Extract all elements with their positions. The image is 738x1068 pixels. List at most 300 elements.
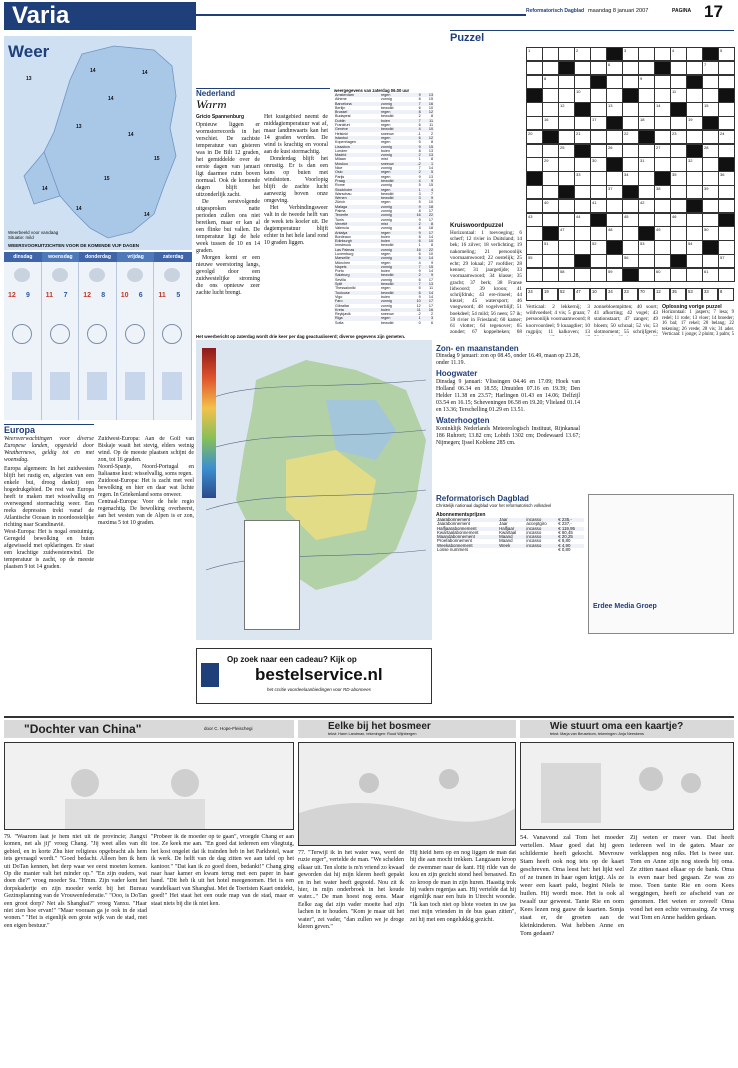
crossword-cell[interactable] bbox=[574, 75, 591, 89]
crossword-cell[interactable] bbox=[558, 240, 575, 254]
colofon-title: Reformatorisch Dagblad bbox=[436, 494, 529, 503]
crossword-cell[interactable] bbox=[654, 254, 671, 268]
colofon-col bbox=[436, 494, 584, 634]
crossword-cell[interactable] bbox=[702, 199, 719, 213]
table-cell: Tunis bbox=[335, 217, 344, 222]
crossword-black-cell bbox=[590, 75, 607, 89]
map-temp: 14 bbox=[144, 212, 150, 218]
answer-cell[interactable]: 12 bbox=[654, 288, 670, 301]
table-cell: 8 bbox=[418, 234, 421, 239]
crossword-cell[interactable] bbox=[590, 88, 607, 102]
crossword-cell[interactable]: 37 bbox=[606, 185, 623, 199]
crossword-cell[interactable] bbox=[558, 47, 575, 61]
table-cell: 8 bbox=[430, 140, 433, 145]
crossword-cell[interactable] bbox=[558, 88, 575, 102]
table-cell: zonnig bbox=[380, 256, 410, 260]
table-cell: 4 bbox=[409, 179, 421, 183]
crossword-cell[interactable] bbox=[558, 130, 575, 144]
crossword-cell[interactable] bbox=[702, 213, 719, 227]
crossword-cell[interactable] bbox=[686, 102, 703, 116]
table-cell: 10 bbox=[422, 127, 434, 131]
crossword-cell[interactable] bbox=[590, 254, 607, 268]
crossword-cell[interactable]: 12 bbox=[558, 102, 575, 116]
forecast-min: 9 bbox=[26, 292, 30, 299]
crossword-cell[interactable] bbox=[638, 171, 655, 185]
crossword-cell[interactable]: 4 bbox=[670, 47, 687, 61]
crossword-cell[interactable] bbox=[606, 171, 623, 185]
crossword-cell[interactable]: 31 bbox=[638, 157, 655, 171]
crossword-cell[interactable] bbox=[654, 116, 671, 130]
table-cell: 5 bbox=[418, 200, 421, 205]
table-cell: zonnig bbox=[380, 166, 392, 171]
crossword-cell[interactable] bbox=[542, 185, 559, 199]
crossword-black-cell bbox=[558, 185, 575, 199]
table-cell: 17 bbox=[422, 231, 434, 235]
crossword-cell[interactable]: 46 bbox=[670, 213, 687, 227]
crossword-cell[interactable] bbox=[638, 254, 655, 268]
crossword-cell[interactable] bbox=[654, 213, 671, 227]
crossword-cell[interactable]: 53 bbox=[638, 240, 655, 254]
crossword-cell[interactable]: 38 bbox=[654, 185, 671, 199]
crossword-cell[interactable]: 20 bbox=[526, 130, 543, 144]
crossword-cell[interactable]: 43 bbox=[526, 213, 543, 227]
crossword-cell[interactable] bbox=[702, 157, 719, 171]
crossword-cell[interactable] bbox=[622, 116, 639, 130]
answer-cell[interactable]: 10 bbox=[590, 288, 606, 301]
crossword-cell[interactable]: 13 bbox=[606, 102, 623, 116]
crossword-cell[interactable]: 16 bbox=[542, 116, 559, 130]
crossword-cell[interactable]: 7 bbox=[702, 61, 719, 75]
answer-cell[interactable]: 35 bbox=[670, 288, 686, 301]
crossword-cell[interactable] bbox=[654, 240, 671, 254]
crossword-cell[interactable] bbox=[606, 88, 623, 102]
europa-col-1 bbox=[4, 424, 94, 670]
crossword-cell[interactable] bbox=[526, 240, 543, 254]
crossword-cell[interactable] bbox=[590, 226, 607, 240]
crossword-cell[interactable] bbox=[574, 199, 591, 213]
crossword-cell[interactable] bbox=[590, 185, 607, 199]
crossword-cell[interactable] bbox=[526, 199, 543, 213]
crossword-cell[interactable] bbox=[606, 213, 623, 227]
wind-icon bbox=[12, 324, 32, 344]
crossword-cell[interactable] bbox=[622, 157, 639, 171]
table-cell: buien bbox=[380, 148, 390, 153]
table-cell: 22 bbox=[422, 248, 434, 252]
crossword-cell[interactable] bbox=[718, 102, 735, 116]
crossword-cell[interactable]: 48 bbox=[606, 226, 623, 240]
crossword-cell[interactable]: 32 bbox=[686, 157, 703, 171]
header-date: maandag 8 januari 2007 bbox=[588, 8, 649, 14]
crossword-cell[interactable] bbox=[718, 185, 735, 199]
crossword-cell[interactable] bbox=[542, 102, 559, 116]
crossword-cell[interactable] bbox=[686, 213, 703, 227]
crossword-cell[interactable] bbox=[606, 254, 623, 268]
crossword-cell[interactable] bbox=[638, 61, 655, 75]
crossword-cell[interactable] bbox=[542, 171, 559, 185]
crossword-cell[interactable] bbox=[718, 61, 735, 75]
crossword-cell[interactable]: 5 bbox=[718, 47, 735, 61]
table-cell: regen bbox=[380, 110, 410, 114]
crossword-cell[interactable] bbox=[654, 157, 671, 171]
forecast-min: 5 bbox=[176, 292, 181, 299]
crossword-black-cell bbox=[702, 116, 719, 130]
crossword-cell[interactable]: 51 bbox=[542, 240, 559, 254]
crossword-cell[interactable]: 55 bbox=[526, 254, 543, 268]
price-cell: Maandabonnement bbox=[436, 535, 498, 539]
table-cell: 8 bbox=[430, 157, 433, 162]
answer-cell[interactable]: 53 bbox=[686, 288, 702, 301]
advert-url[interactable]: bestelservice.nl bbox=[255, 665, 383, 684]
crossword-cell[interactable]: 56 bbox=[622, 254, 639, 268]
crossword-cell[interactable]: 25 bbox=[558, 144, 575, 158]
crossword-cell[interactable] bbox=[558, 75, 575, 89]
crossword-black-cell bbox=[638, 226, 655, 240]
crossword-cell[interactable] bbox=[590, 144, 607, 158]
forecast-day-column bbox=[42, 262, 80, 420]
crossword-cell[interactable] bbox=[670, 144, 687, 158]
crossword-cell[interactable] bbox=[638, 185, 655, 199]
crossword-cell[interactable]: 33 bbox=[574, 171, 591, 185]
crossword-grid bbox=[526, 47, 734, 283]
crossword-cell[interactable] bbox=[542, 88, 559, 102]
table-cell: Nice bbox=[335, 166, 343, 171]
crossword-cell[interactable]: 52 bbox=[590, 240, 607, 254]
rain-icon bbox=[50, 372, 70, 400]
table-cell: 9 bbox=[409, 205, 421, 209]
crossword-cell[interactable] bbox=[686, 268, 703, 282]
crossword-black-cell bbox=[718, 88, 735, 102]
price-cell bbox=[498, 548, 525, 552]
crossword-cell[interactable] bbox=[670, 61, 687, 75]
crossword-cell[interactable]: 19 bbox=[686, 116, 703, 130]
strip2-col-2 bbox=[410, 850, 516, 1064]
crossword-cell[interactable] bbox=[574, 61, 591, 75]
table-cell: bewolkt bbox=[380, 191, 394, 196]
crossword-cell[interactable] bbox=[574, 240, 591, 254]
forecast-day-label: donderdag bbox=[79, 252, 117, 262]
crossword-cell[interactable] bbox=[574, 157, 591, 171]
table-cell: sneeuw bbox=[380, 131, 394, 136]
nederland-col-2 bbox=[264, 114, 328, 338]
crossword-cell[interactable] bbox=[702, 254, 719, 268]
table-cell: zonnig bbox=[380, 217, 392, 222]
crossword-cell[interactable]: 10 bbox=[574, 88, 591, 102]
crossword-cell[interactable]: 50 bbox=[702, 226, 719, 240]
crossword-cell[interactable]: 14 bbox=[654, 102, 671, 116]
answer-cell[interactable]: 8 bbox=[718, 288, 734, 301]
table-cell: 2 bbox=[409, 153, 421, 157]
crossword-cell[interactable]: 8 bbox=[542, 75, 559, 89]
table-cell: Antalya bbox=[334, 231, 380, 235]
crossword-cell[interactable] bbox=[654, 47, 671, 61]
crossword-cell[interactable]: 18 bbox=[638, 116, 655, 130]
advert-box[interactable] bbox=[196, 648, 432, 704]
crossword-cell[interactable]: 11 bbox=[670, 88, 687, 102]
table-cell: Bordeaux bbox=[335, 234, 351, 239]
crossword-cell[interactable] bbox=[574, 268, 591, 282]
crossword-cell[interactable]: 59 bbox=[606, 268, 623, 282]
crossword-cell[interactable]: 42 bbox=[638, 199, 655, 213]
crossword-cell[interactable]: 41 bbox=[590, 199, 607, 213]
crossword-cell[interactable] bbox=[670, 199, 687, 213]
crossword-cell[interactable]: 22 bbox=[622, 130, 639, 144]
table-cell: Faro bbox=[334, 299, 380, 303]
price-cell: € 119,95 bbox=[557, 527, 584, 531]
table-cell: 11 bbox=[429, 123, 433, 128]
table-cell: regen bbox=[380, 174, 391, 179]
table-cell: zonnig bbox=[380, 153, 410, 157]
crossword-cell[interactable] bbox=[558, 116, 575, 130]
crossword-cell[interactable] bbox=[526, 61, 543, 75]
crossword-cell[interactable] bbox=[574, 226, 591, 240]
crossword-cell[interactable]: 60 bbox=[654, 268, 671, 282]
crossword-cell[interactable] bbox=[670, 75, 687, 89]
crossword-cell[interactable] bbox=[526, 226, 543, 240]
table-cell: 1 bbox=[409, 316, 421, 320]
crossword-cell[interactable] bbox=[638, 213, 655, 227]
crossword-cell[interactable]: 45 bbox=[622, 213, 639, 227]
crossword-cell[interactable] bbox=[718, 199, 735, 213]
crossword-cell[interactable] bbox=[638, 102, 655, 116]
table-cell: Sofia bbox=[335, 320, 344, 325]
crossword-cell[interactable]: 58 bbox=[558, 268, 575, 282]
table-cell: Stockholm bbox=[334, 188, 380, 192]
crossword-cell[interactable]: 21 bbox=[574, 130, 591, 144]
crossword-cell[interactable]: 27 bbox=[654, 144, 671, 158]
crossword-cell[interactable] bbox=[686, 254, 703, 268]
forecast-max: 11 bbox=[45, 292, 53, 299]
answer-cell[interactable]: 33 bbox=[702, 288, 718, 301]
crossword-cell[interactable]: 40 bbox=[542, 199, 559, 213]
crossword-cell[interactable] bbox=[526, 102, 543, 116]
crossword-cell[interactable] bbox=[622, 240, 639, 254]
crossword-cell[interactable] bbox=[590, 130, 607, 144]
crossword-cell[interactable] bbox=[542, 144, 559, 158]
crossword-cell[interactable] bbox=[638, 88, 655, 102]
crossword-cell[interactable] bbox=[702, 75, 719, 89]
crossword-cell[interactable]: 44 bbox=[574, 213, 591, 227]
crossword-cell[interactable] bbox=[670, 116, 687, 130]
table-cell: Frankfurt bbox=[335, 123, 350, 128]
crossword-cell[interactable]: 57 bbox=[718, 254, 735, 268]
crossword-cell[interactable] bbox=[622, 144, 639, 158]
crossword-cell[interactable] bbox=[718, 75, 735, 89]
crossword-cell[interactable] bbox=[590, 171, 607, 185]
crossword-cell[interactable]: 28 bbox=[702, 144, 719, 158]
answer-cell[interactable]: 34 bbox=[606, 288, 622, 301]
crossword-cell[interactable] bbox=[638, 144, 655, 158]
crossword-cell[interactable] bbox=[542, 268, 559, 282]
crossword-cell[interactable] bbox=[606, 75, 623, 89]
kruiswoord-col-1 bbox=[450, 222, 522, 334]
crossword-cell[interactable] bbox=[670, 240, 687, 254]
crossword-cell[interactable] bbox=[558, 199, 575, 213]
price-cell: Losse nummers bbox=[437, 547, 469, 553]
crossword-cell[interactable] bbox=[606, 130, 623, 144]
crossword-cell[interactable] bbox=[574, 116, 591, 130]
answer-cell[interactable]: 19 bbox=[542, 288, 558, 301]
crossword-cell[interactable]: 24 bbox=[718, 130, 735, 144]
crossword-cell[interactable] bbox=[670, 268, 687, 282]
crossword-cell[interactable] bbox=[526, 157, 543, 171]
crossword-cell[interactable]: 61 bbox=[702, 268, 719, 282]
europa-title: Europa bbox=[4, 424, 94, 436]
crossword-cell[interactable] bbox=[558, 254, 575, 268]
answer-cell[interactable]: 52 bbox=[558, 288, 574, 301]
table-cell: Toulouse bbox=[334, 291, 380, 295]
crossword-cell[interactable] bbox=[542, 254, 559, 268]
table-cell: 4 bbox=[409, 127, 421, 131]
strip1-text: 79. "Waarom laat je hem niet uit de provincie; Jiangxi komen, net als jij" vroeg Chang. "Jij weet alles van dit gebied, en in korte Zhu hier religieus opgebracht als hem iets gevraagd wordt." "Goed bedacht. Alleen ben ik hem uit DoTan kennen, het derp waar we eerst moeten komen. Op die manier valt het minder op." "En zijn ouders, wat doen die?" vroeg moeder Su. "Hmm. Zijn vader kent het dorpskadertje en zijn moeder werkt bij het Bureau Gezinsplanning van de Vrouwenfederatie." "Ooo, is DoTan een groot dorp? Net als Shanghai?" vroeg Yanxu. "Haar niet zien hoe ervan!" "Maar vooraan ga je ook in de stad wonen." "Het is eigenlijk een grote wijk van de stad, met een eigen bestuur." bbox=[4, 834, 147, 929]
table-cell: Napels bbox=[334, 265, 380, 269]
crossword-cell[interactable] bbox=[670, 185, 687, 199]
crossword-cell[interactable]: 36 bbox=[718, 171, 735, 185]
crossword-cell[interactable] bbox=[686, 185, 703, 199]
crossword-cell[interactable] bbox=[526, 144, 543, 158]
crossword-cell[interactable]: 9 bbox=[638, 75, 655, 89]
crossword-cell[interactable]: 3 bbox=[622, 47, 639, 61]
crossword-cell[interactable] bbox=[702, 88, 719, 102]
table-cell: 13 bbox=[422, 282, 434, 286]
crossword-cell[interactable] bbox=[686, 171, 703, 185]
table-cell: bewolkt bbox=[380, 105, 394, 110]
answer-cell[interactable]: 23 bbox=[622, 288, 638, 301]
table-cell: 6 bbox=[409, 256, 421, 260]
header-bar bbox=[526, 2, 738, 30]
crossword-cell[interactable]: 30 bbox=[590, 157, 607, 171]
strip1-header bbox=[4, 720, 294, 738]
price-cell: € 60,45 bbox=[558, 529, 573, 535]
table-cell: 16 bbox=[409, 213, 421, 217]
crossword-cell[interactable] bbox=[718, 226, 735, 240]
crossword-cell[interactable] bbox=[526, 268, 543, 282]
crossword-cell[interactable]: 17 bbox=[590, 116, 607, 130]
answer-cell[interactable]: 70 bbox=[638, 288, 654, 301]
crossword-cell[interactable] bbox=[590, 61, 607, 75]
forecast-min: 8 bbox=[101, 292, 106, 299]
crossword-cell[interactable]: 39 bbox=[702, 185, 719, 199]
crossword-cell[interactable] bbox=[718, 240, 735, 254]
table-cell: zonnig bbox=[380, 145, 410, 149]
crossword-cell[interactable] bbox=[542, 213, 559, 227]
crossword-cell[interactable] bbox=[686, 130, 703, 144]
table-cell: 12 bbox=[422, 136, 434, 140]
crossword-cell[interactable]: 15 bbox=[702, 102, 719, 116]
europe-legend-box bbox=[244, 520, 300, 630]
crossword-cell[interactable] bbox=[686, 88, 703, 102]
crossword-cell[interactable]: 23 bbox=[670, 130, 687, 144]
crossword-cell[interactable] bbox=[702, 171, 719, 185]
crossword-cell[interactable] bbox=[702, 130, 719, 144]
price-cell: acceptgiro bbox=[526, 521, 547, 527]
crossword-cell[interactable] bbox=[542, 61, 559, 75]
crossword-cell[interactable] bbox=[526, 185, 543, 199]
crossword-cell[interactable] bbox=[606, 199, 623, 213]
crossword-cell[interactable] bbox=[638, 47, 655, 61]
price-cell: Kwartaal bbox=[499, 529, 517, 535]
crossword-cell[interactable]: 49 bbox=[654, 226, 671, 240]
crossword-cell[interactable]: 47 bbox=[558, 226, 575, 240]
table-cell: 1 bbox=[418, 243, 421, 248]
crossword-cell[interactable]: 29 bbox=[542, 157, 559, 171]
forecast-max: 12 bbox=[83, 292, 91, 299]
crossword-cell[interactable] bbox=[526, 75, 543, 89]
table-cell: 10 bbox=[428, 105, 433, 110]
crossword-cell[interactable] bbox=[718, 268, 735, 282]
crossword-cell[interactable]: 35 bbox=[670, 171, 687, 185]
crossword-cell[interactable] bbox=[654, 88, 671, 102]
crossword-cell[interactable] bbox=[574, 185, 591, 199]
europe-map-graphic bbox=[196, 340, 432, 640]
crossword-black-cell bbox=[622, 268, 639, 282]
crossword-cell[interactable]: 1 bbox=[526, 47, 543, 61]
crossword-cell[interactable]: 54 bbox=[686, 240, 703, 254]
table-cell: Zürich bbox=[335, 200, 346, 205]
table-cell: 16 bbox=[422, 308, 434, 312]
table-cell: regen bbox=[380, 200, 391, 205]
crossword-cell[interactable] bbox=[558, 213, 575, 227]
crossword-cell[interactable] bbox=[686, 61, 703, 75]
crossword-cell[interactable] bbox=[622, 199, 639, 213]
table-cell: 4 bbox=[418, 260, 421, 265]
answer-cell[interactable]: 47 bbox=[574, 288, 590, 301]
table-cell: Marseille bbox=[334, 256, 380, 260]
table-cell: regen bbox=[380, 231, 410, 235]
erdee-logo: Erdee Media Groep bbox=[593, 603, 657, 610]
answer-cell[interactable]: 24 bbox=[526, 288, 542, 301]
table-cell: Barcelona bbox=[334, 102, 380, 106]
crossword-cell[interactable] bbox=[558, 157, 575, 171]
oplossing-text: Horizontaal: 1 jaspers; 7 lesa; 9 redel; 11 rode; 13 vloer; 14 broeder; 16 bal; 17 rekel; 20 belang; 22 tekening; 26 vrede; 28 vis; 31 ader. Verticaal: 1 jonge; 2 pluim; 3 palm; 5 bbox=[662, 310, 734, 336]
crossword-cell[interactable]: 6 bbox=[606, 61, 623, 75]
table-cell: 16 bbox=[409, 248, 421, 252]
crossword-cell[interactable] bbox=[526, 116, 543, 130]
crossword-cell[interactable]: 2 bbox=[574, 47, 591, 61]
crossword-cell[interactable]: 34 bbox=[622, 171, 639, 185]
crossword-cell[interactable] bbox=[622, 226, 639, 240]
crossword-cell[interactable] bbox=[654, 130, 671, 144]
crossword-cell[interactable] bbox=[654, 199, 671, 213]
table-cell: 7 bbox=[409, 265, 421, 269]
crossword-cell[interactable] bbox=[686, 226, 703, 240]
crossword-cell[interactable] bbox=[590, 268, 607, 282]
crossword-cell[interactable] bbox=[622, 61, 639, 75]
crossword-cell[interactable] bbox=[670, 226, 687, 240]
crossword-cell[interactable] bbox=[718, 116, 735, 130]
table-cell: 22 bbox=[422, 213, 434, 217]
table-cell: 3 bbox=[422, 316, 434, 320]
crossword-cell[interactable] bbox=[542, 47, 559, 61]
table-cell: Londen bbox=[335, 148, 348, 153]
crossword-cell[interactable] bbox=[686, 47, 703, 61]
crossword-cell[interactable] bbox=[558, 171, 575, 185]
crossword-cell[interactable] bbox=[654, 75, 671, 89]
zon-title: Zon- en maanstanden bbox=[436, 344, 519, 353]
crossword-cell[interactable] bbox=[622, 75, 639, 89]
crossword-cell[interactable] bbox=[670, 157, 687, 171]
table-cell: 11 bbox=[409, 308, 421, 312]
crossword-cell[interactable] bbox=[718, 144, 735, 158]
map-temp: 14 bbox=[142, 70, 148, 76]
crossword-cell[interactable] bbox=[622, 102, 639, 116]
table-cell: 7 bbox=[409, 102, 421, 106]
crossword-cell[interactable] bbox=[590, 102, 607, 116]
crossword-cell[interactable] bbox=[638, 268, 655, 282]
table-cell: -1 bbox=[417, 131, 421, 136]
crossword-cell[interactable] bbox=[590, 47, 607, 61]
header-pagina: PAGINA bbox=[672, 8, 692, 14]
crossword-cell[interactable]: 26 bbox=[606, 144, 623, 158]
